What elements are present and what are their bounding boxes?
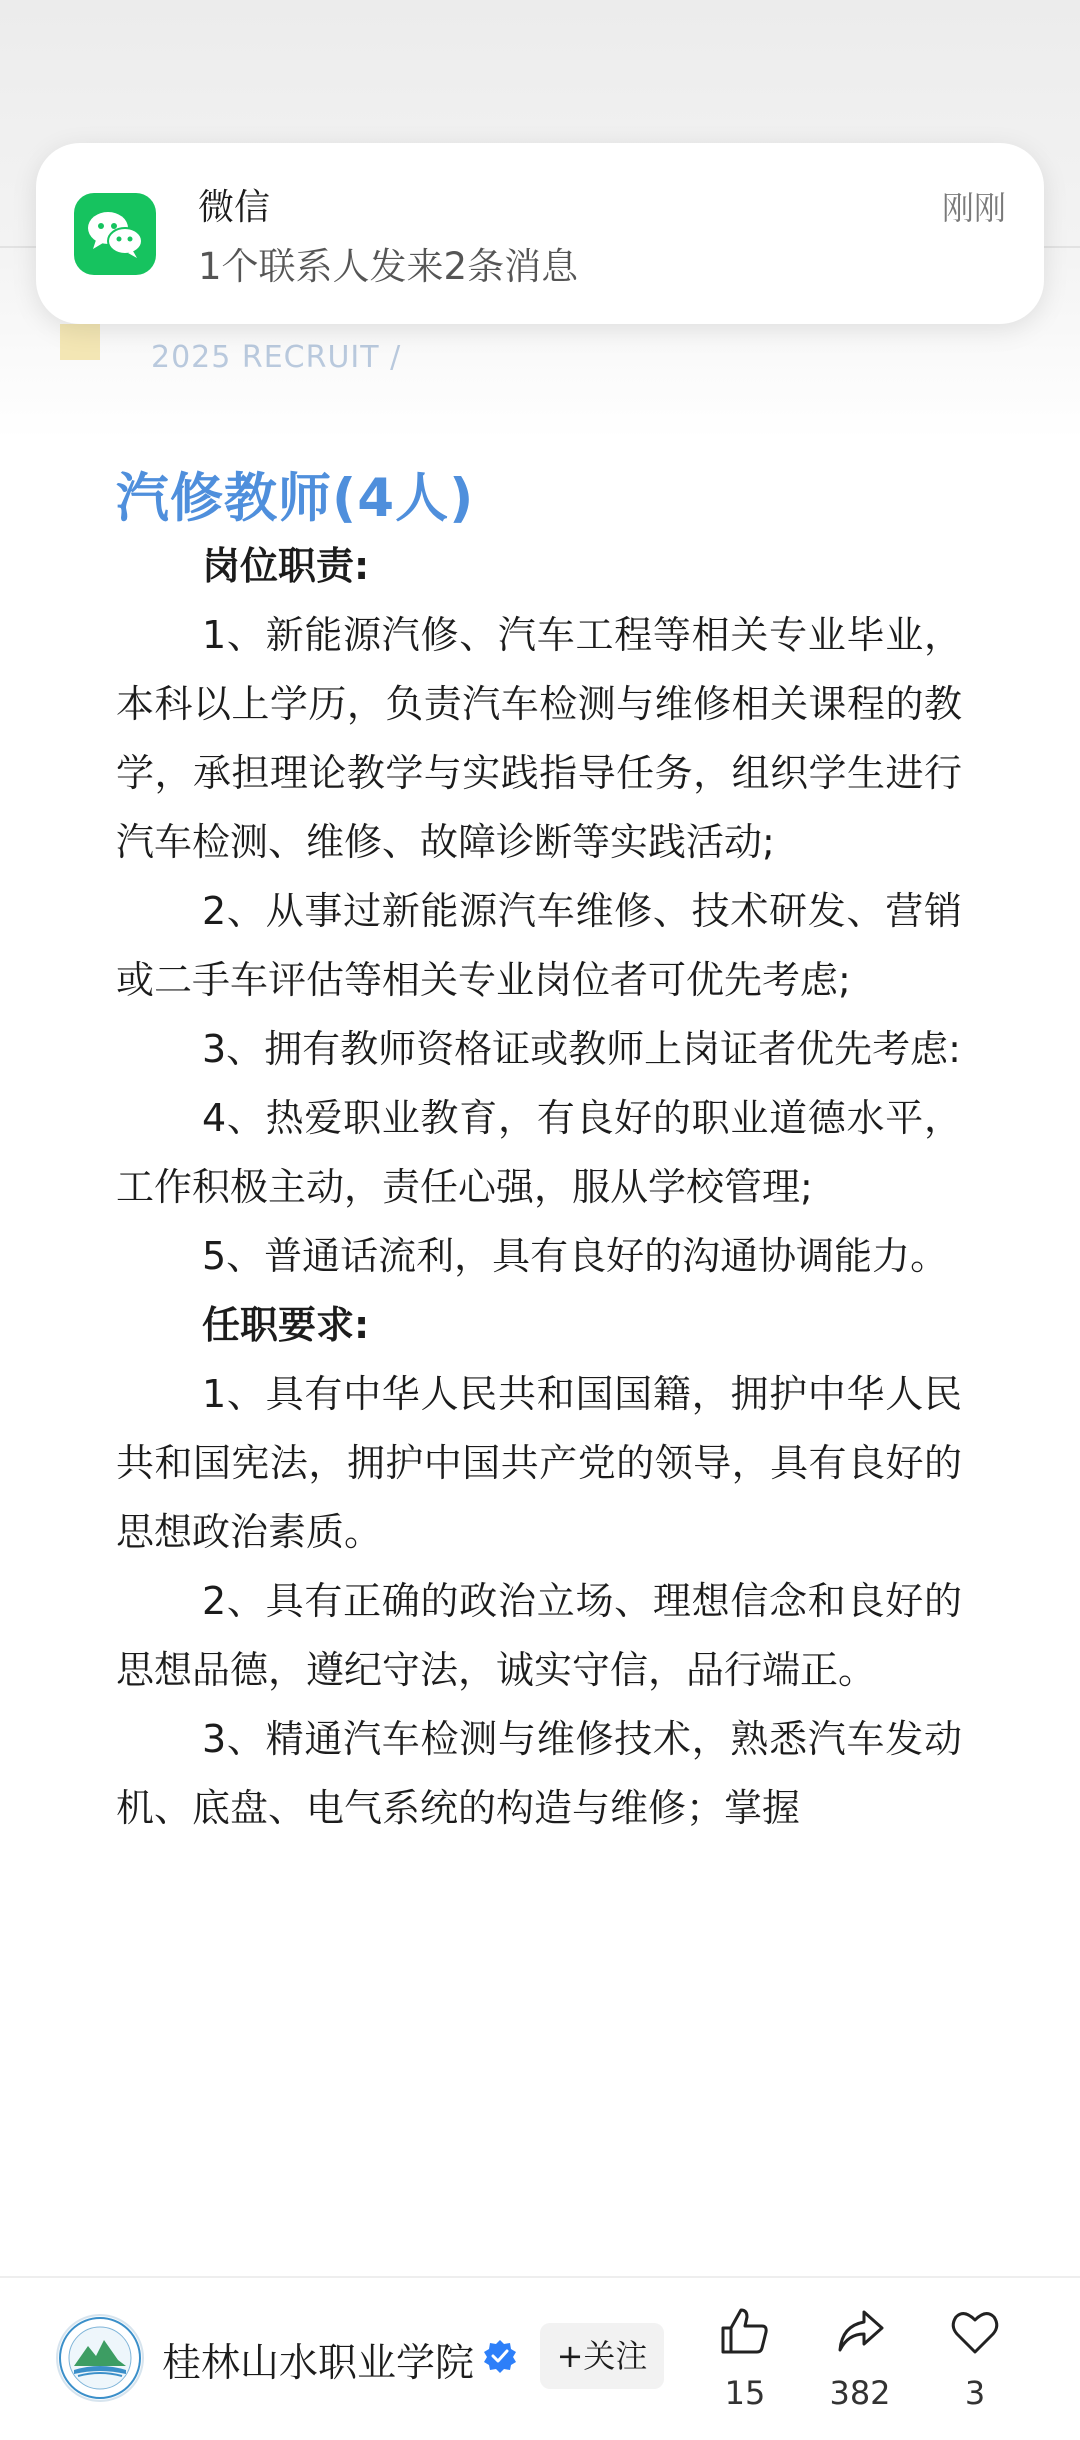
requirement-item: 3、精通汽车检测与维修技术，熟悉汽车发动机、底盘、电气系统的构造与维修；掌握 bbox=[116, 1717, 962, 1830]
notification-time: 刚刚 bbox=[941, 189, 1006, 227]
duty-item: 2、从事过新能源汽车维修、技术研发、营销或二手车评估等相关专业岗位者可优先考虑; bbox=[116, 889, 962, 1002]
duty-item: 5、普通话流利，具有良好的沟通协调能力。 bbox=[202, 1234, 949, 1278]
requirements-heading: 任职要求: bbox=[202, 1303, 370, 1347]
favorite-count: 3 bbox=[964, 2374, 986, 2412]
account-name[interactable]: 桂林山水职业学院 bbox=[162, 2341, 475, 2386]
share-icon bbox=[832, 2304, 888, 2360]
notification-app-name: 微信 bbox=[198, 187, 271, 228]
job-title: 汽修教师(4人) bbox=[116, 468, 475, 529]
duty-item: 3、拥有教师资格证或教师上岗证者优先考虑: bbox=[202, 1027, 961, 1071]
requirement-item: 2、具有正确的政治立场、理想信念和良好的思想品德，遵纪守法，诚实守信，品行端正。 bbox=[116, 1579, 962, 1692]
recruit-section-label: 2025 RECRUIT / bbox=[151, 340, 402, 375]
like-count: 15 bbox=[724, 2374, 766, 2412]
verified-icon bbox=[482, 2338, 518, 2374]
duty-item: 4、热爱职业教育，有良好的职业道德水平，工作积极主动，责任心强，服从学校管理; bbox=[116, 1096, 962, 1209]
wechat-notification[interactable] bbox=[36, 143, 1044, 324]
bottom-action-bar bbox=[0, 2276, 1080, 2440]
favorite-button[interactable] bbox=[930, 2304, 1020, 2412]
heart-icon bbox=[947, 2304, 1003, 2360]
account-avatar[interactable] bbox=[56, 2314, 144, 2402]
duties-heading: 岗位职责: bbox=[202, 544, 370, 588]
thumbs-up-icon bbox=[717, 2304, 773, 2360]
duty-item: 1、新能源汽修、汽车工程等相关专业毕业，本科以上学历，负责汽车检测与维修相关课程的教学，承担理论教学与实践指导任务，组织学生进行汽车检测、维修、故障诊断等实践活动; bbox=[116, 613, 962, 864]
decorative-square bbox=[60, 324, 100, 360]
follow-button[interactable]: +关注 bbox=[540, 2323, 664, 2389]
share-button[interactable] bbox=[815, 2304, 905, 2412]
notification-message: 1个联系人发来2条消息 bbox=[198, 245, 579, 288]
share-count: 382 bbox=[829, 2374, 891, 2412]
like-button[interactable] bbox=[700, 2304, 790, 2412]
article-body bbox=[116, 532, 962, 1843]
requirement-item: 1、具有中华人民共和国国籍，拥护中华人民共和国宪法，拥护中国共产党的领导，具有良好的思想政治素质。 bbox=[116, 1372, 962, 1554]
wechat-icon bbox=[74, 193, 156, 275]
